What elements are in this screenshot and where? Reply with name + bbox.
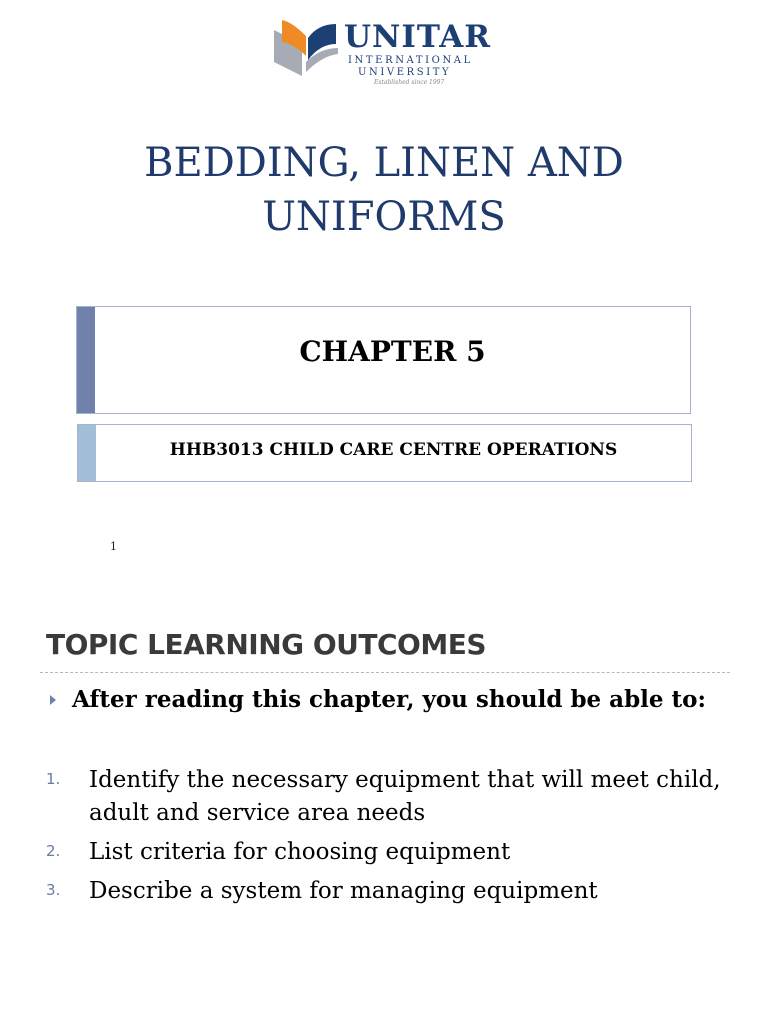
intro-bullet-text: After reading this chapter, you should be able to:: [72, 686, 707, 713]
unitar-book-icon: [272, 16, 344, 80]
triangle-bullet-icon: [50, 695, 56, 705]
list-item-text: Describe a system for managing equipment: [89, 878, 598, 904]
list-item: [46, 836, 726, 869]
slide-title-line-2: UNIFORMS: [262, 194, 506, 240]
course-label: HHB3013 CHILD CARE CENTRE OPERATIONS: [169, 440, 618, 460]
logo-established: Established since 1997: [374, 79, 445, 86]
list-item-number: 1.: [46, 770, 61, 788]
heading-divider: [40, 672, 730, 673]
chapter-accent-bar: [77, 307, 95, 413]
list-item-text: Identify the necessary equipment that will meet child, adult and service area needs: [89, 767, 721, 826]
intro-bullet: [46, 686, 706, 713]
list-item: [46, 764, 726, 830]
logo-subtitle-university: UNIVERSITY: [358, 67, 452, 78]
chapter-label: CHAPTER 5: [299, 334, 486, 368]
chapter-box: [76, 306, 691, 414]
unitar-logo: [272, 16, 492, 88]
list-item-text: List criteria for choosing equipment: [89, 839, 511, 865]
outcomes-slide: [0, 600, 768, 1024]
slide-title: [84, 136, 684, 244]
outcomes-list: [46, 764, 726, 914]
logo-name: UNITAR: [344, 19, 492, 55]
list-item: [46, 875, 726, 908]
outcomes-heading: TOPIC LEARNING OUTCOMES: [46, 628, 486, 661]
slide-title-line-1: BEDDING, LINEN AND: [144, 140, 624, 186]
list-item-number: 2.: [46, 842, 61, 860]
list-item-number: 3.: [46, 881, 61, 899]
page-number: 1: [110, 540, 117, 553]
course-box: [77, 424, 692, 482]
course-accent-bar: [78, 425, 96, 481]
logo-subtitle-international: INTERNATIONAL: [348, 55, 473, 66]
